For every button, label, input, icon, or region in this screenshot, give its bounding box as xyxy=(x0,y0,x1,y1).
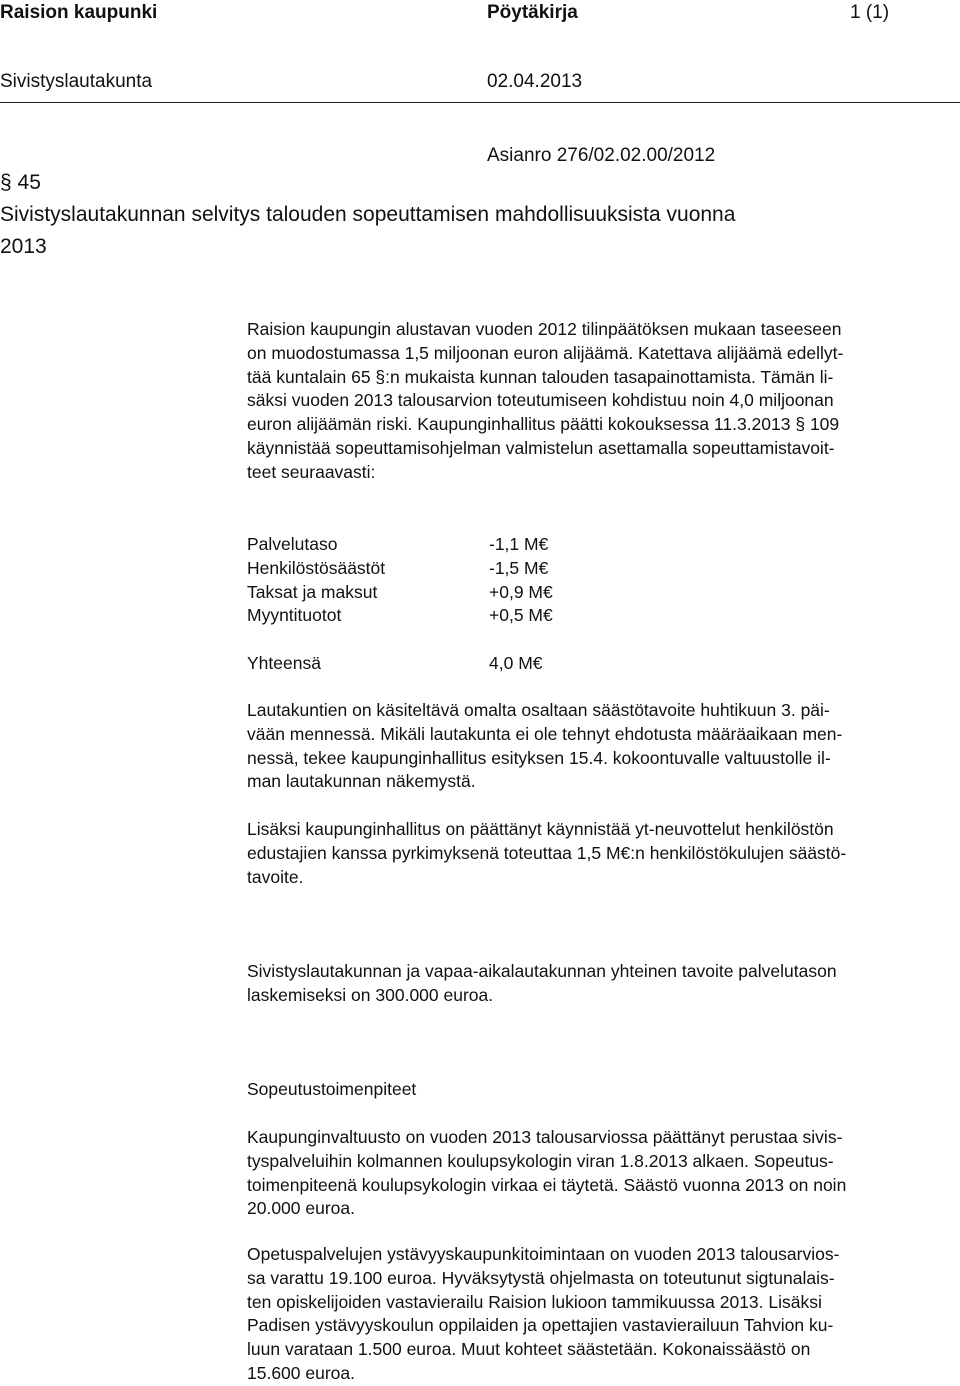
joint-target-paragraph xyxy=(247,960,952,1008)
text-line: Raision kaupungin alustavan vuoden 2012 tilinpäätöksen mukaan taseeseen xyxy=(247,319,842,339)
board-name: Sivistyslautakunta xyxy=(0,71,153,92)
total-label: Yhteensä xyxy=(247,653,321,673)
text-line: säksi vuoden 2013 talousarvion toteutumiseen kohdistuu noin 4,0 miljoonan xyxy=(247,390,834,411)
text-line: laskemiseksi on 300.000 euroa. xyxy=(247,984,494,1005)
text-line: Padisen ystävyyskoulun oppilaiden ja opettajien vastavierailuun Tahvion ku- xyxy=(247,1315,834,1336)
table-row xyxy=(247,557,952,581)
text-line: vään mennessä. Mikäli lautakunta ei ole tehnyt ehdotusta määräaikaan men- xyxy=(247,723,843,744)
text-line: tää kuntalain 65 §:n mukaista kunnan talouden tasapainottamista. Tämän li- xyxy=(247,366,834,387)
text-line: Lisäksi kaupunginhallitus on päättänyt käynnistää yt-neuvottelut henkilöstön xyxy=(247,819,834,839)
target-value: +0,9 M€ xyxy=(489,581,553,602)
meeting-date: 02.04.2013 xyxy=(487,71,583,92)
table-row xyxy=(247,581,952,605)
measure-paragraph-1 xyxy=(247,1126,952,1221)
section-title-line-1: Sivistyslautakunnan selvitys talouden sopeuttamisen mahdollisuuksista vuonna xyxy=(0,203,736,226)
intro-paragraph xyxy=(247,318,952,485)
measures-heading: Sopeutustoimenpiteet xyxy=(247,1079,417,1099)
text-line: on muodostumassa 1,5 miljoonan euron alijäämä. Katettava alijäämä edellyt- xyxy=(247,342,844,363)
case-number: Asianro 276/02.02.00/2012 xyxy=(487,145,716,166)
section-number: § 45 xyxy=(0,171,41,194)
target-value: +0,5 M€ xyxy=(489,605,553,626)
text-line: teet seuraavasti: xyxy=(247,461,376,482)
text-line: 15.600 euroa. xyxy=(247,1362,356,1383)
target-label: Palvelutaso xyxy=(247,534,338,554)
target-value: -1,5 M€ xyxy=(489,557,549,578)
text-line: man lautakunnan näkemystä. xyxy=(247,771,476,792)
text-line: toimenpiteenä koulupsykologin virkaa ei täytetä. Säästö vuonna 2013 on noin xyxy=(247,1174,847,1195)
total-row xyxy=(247,652,952,676)
target-label: Taksat ja maksut xyxy=(247,581,378,602)
document-type: Pöytäkirja xyxy=(487,2,578,23)
target-label: Myyntituotot xyxy=(247,605,342,626)
negotiation-paragraph xyxy=(247,818,952,889)
text-line: luun varataan 1.500 euroa. Muut kohteet säästetään. Kokonaissäästö on xyxy=(247,1339,811,1360)
text-line: tavoite. xyxy=(247,866,304,887)
text-line: ten opiskelijoiden vastavierailu Raision lukioon tammikuussa 2013. Lisäksi xyxy=(247,1291,822,1312)
text-line: edustajien kanssa pyrkimyksenä toteuttaa 1,5 M€:n henkilöstökulujen säästö- xyxy=(247,842,847,863)
header-divider xyxy=(0,102,960,103)
text-line: käynnistää sopeuttamisohjelman valmistelun asettamalla sopeuttamistavoit- xyxy=(247,437,835,458)
text-line: euron alijäämän riski. Kaupunginhallitus päätti kokouksessa 11.3.2013 § 109 xyxy=(247,414,840,435)
text-line: tyspalveluihin kolmannen koulupsykologin viran 1.8.2013 alkaen. Sopeutus- xyxy=(247,1150,834,1171)
target-value: -1,1 M€ xyxy=(489,534,549,554)
text-line: 20.000 euroa. xyxy=(247,1198,356,1219)
target-label: Henkilöstösäästöt xyxy=(247,557,386,578)
text-line: Lautakuntien on käsiteltävä omalta osaltaan säästötavoite huhtikuun 3. päi- xyxy=(247,700,830,720)
boards-paragraph xyxy=(247,699,952,794)
text-line: sa varattu 19.100 euroa. Hyväksytystä ohjelmasta on toteutunut sigtunalais- xyxy=(247,1267,835,1288)
targets-table xyxy=(247,533,952,628)
table-row xyxy=(247,533,952,557)
total-value: 4,0 M€ xyxy=(489,653,543,673)
organization-name: Raision kaupunki xyxy=(0,2,158,23)
table-row xyxy=(247,604,952,628)
section-title-line-2: 2013 xyxy=(0,235,47,258)
text-line: Opetuspalvelujen ystävyyskaupunkitoimintaan on vuoden 2013 talousarvios- xyxy=(247,1244,840,1264)
measure-paragraph-2 xyxy=(247,1243,952,1386)
page-number: 1 (1) xyxy=(850,2,890,23)
text-line: Kaupunginvaltuusto on vuoden 2013 talousarviossa päättänyt perustaa sivis- xyxy=(247,1127,843,1147)
text-line: nessä, tekee kaupunginhallitus esityksen 15.4. kokoontuvalle valtuustolle il- xyxy=(247,747,831,768)
text-line: Sivistyslautakunnan ja vapaa-aikalautakunnan yhteinen tavoite palvelutason xyxy=(247,961,837,981)
